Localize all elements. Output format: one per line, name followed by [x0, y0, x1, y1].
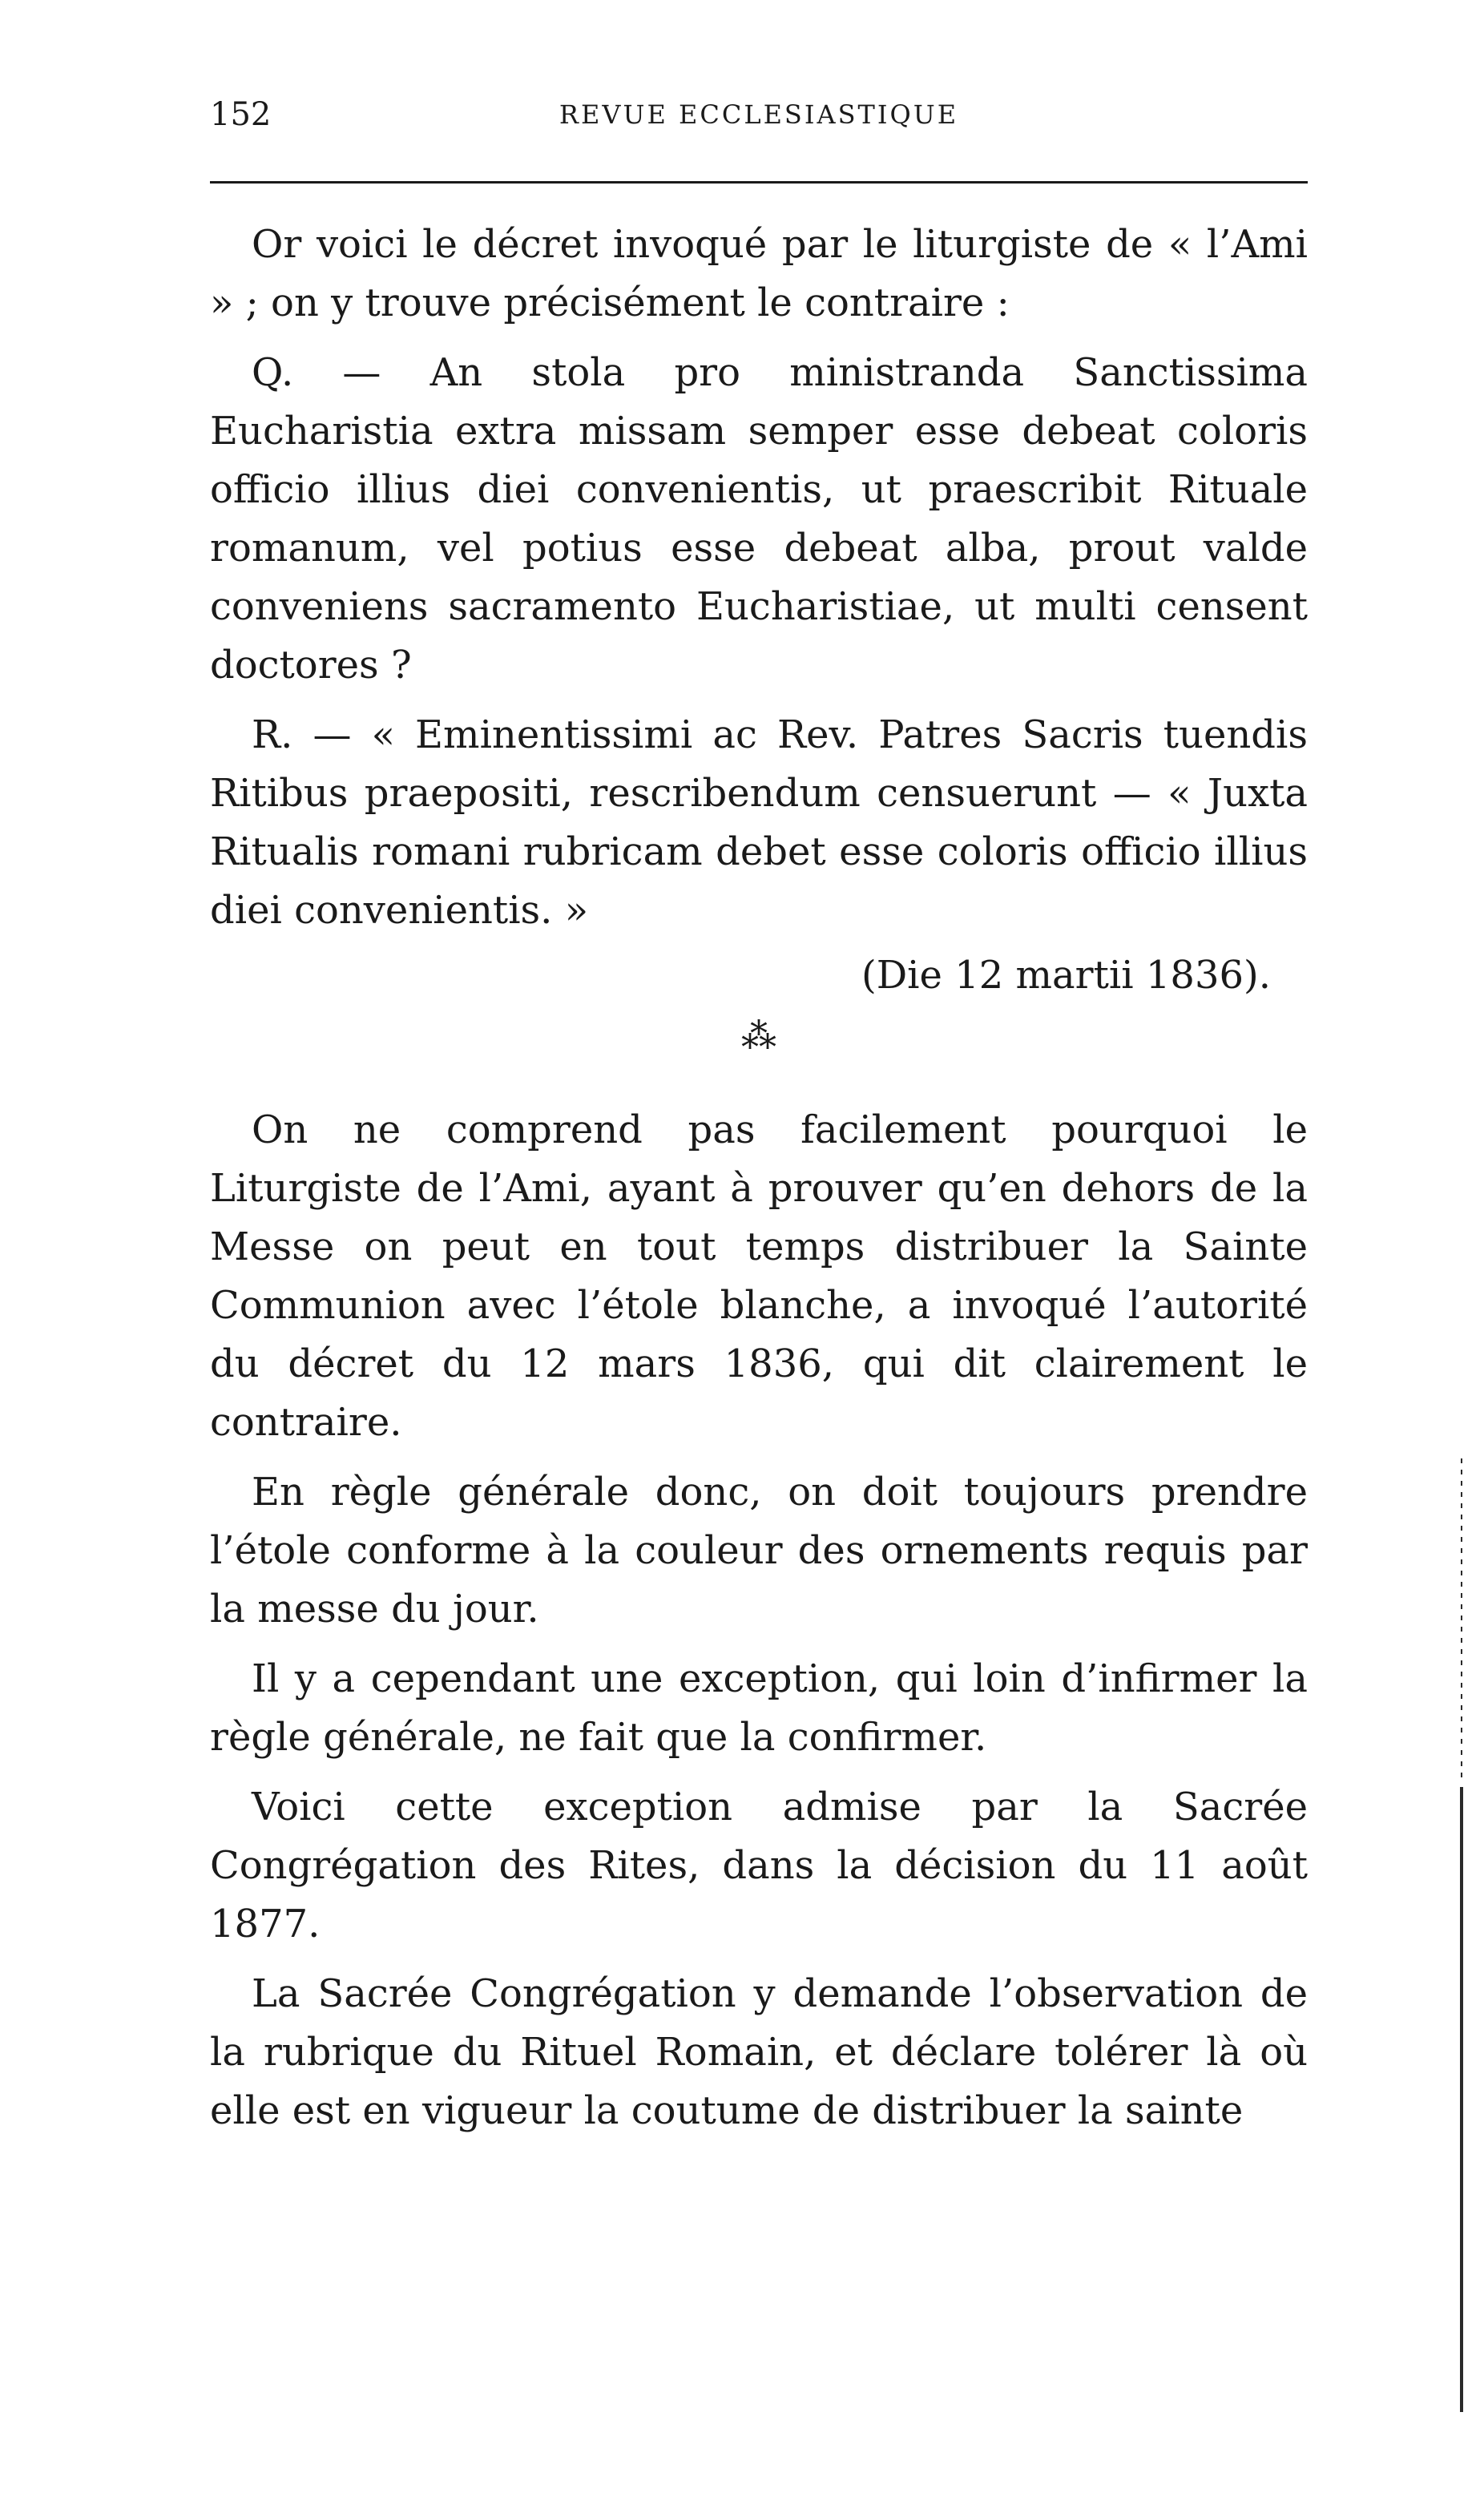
paragraph-response: R. — « Eminentissimi ac Rev. Patres Sacris tuendis Ritibus praepositi, rescribendum censuerunt — « Juxta Ritualis romani rubricam debet esse coloris officio illius diei convenientis. »	[210, 712, 1308, 933]
decree-date: (Die 12 martii 1836).	[861, 953, 1271, 998]
journal-title: REVUE ECCLESIASTIQUE	[559, 99, 959, 130]
scan-edge-line	[1460, 1787, 1463, 2412]
book-page	[210, 96, 1308, 2152]
paragraph-intro: Or voici le décret invoqué par le liturgiste de « l’Ami » ; on y trouve précisément le contraire :	[210, 222, 1308, 325]
paragraph-general-rule: En règle générale donc, on doit toujours prendre l’étole conforme à la couleur des ornements requis par la messe du jour.	[210, 1470, 1308, 1632]
paragraph-question: Q. — An stola pro ministranda Sanctissima Eucharistia extra missam semper esse debeat coloris officio illius diei convenientis, ut praescribit Rituale romanum, vel potius esse debeat alba, prout valde conveniens sacramento Eucharistiae, ut multi censent doctores ?	[210, 350, 1308, 688]
running-head	[210, 96, 1308, 152]
paragraph-congregation: La Sacrée Congrégation y demande l’observation de la rubrique du Rituel Romain, et déclare tolérer là où elle est en vigueur la coutume de distribuer la sainte	[210, 1971, 1308, 2133]
header-rule	[210, 181, 1308, 184]
paragraph-decision: Voici cette exception admise par la Sacrée Congrégation des Rites, dans la décision du 11 août 1877.	[210, 1785, 1308, 1946]
paragraph-comment: On ne comprend pas facilement pourquoi le Liturgiste de l’Ami, ayant à prouver qu’en dehors de la Messe on peut en tout temps distribuer la Sainte Communion avec l’étole blanche, a invoqué l’autorité du décret du 12 mars 1836, qui dit clairement le contraire.	[210, 1107, 1308, 1445]
paragraph-exception: Il y a cependant une exception, qui loin d’infirmer la règle générale, ne fait que la confirmer.	[210, 1656, 1308, 1760]
scan-edge-dashed	[1461, 1458, 1462, 1779]
asterism-divider: ⁂	[741, 1016, 776, 1057]
page-number: 152	[210, 96, 272, 133]
